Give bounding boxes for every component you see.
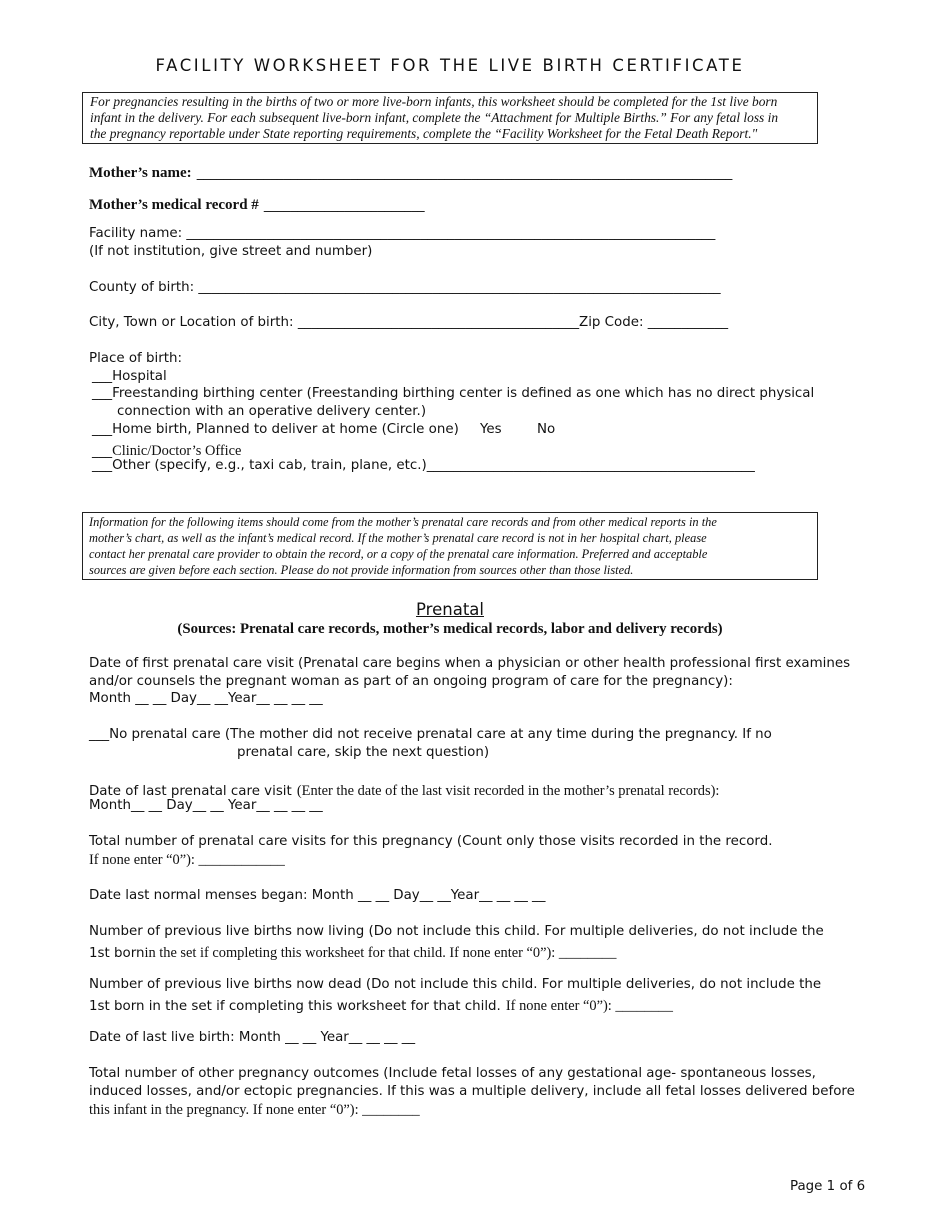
- place-option-clinic[interactable]: [92, 440, 241, 460]
- other-label: Other (specify, e.g., taxi cab, train, plane, etc.): [112, 458, 427, 473]
- checkbox-blank: ___: [92, 369, 113, 384]
- mothers-name-line: ________________________________________________________________________________: [196, 166, 733, 181]
- info-line: mother’s chart, as well as the infant’s medical record. If the mother’s prenatal care record is not in her hospital chart, please: [89, 531, 707, 545]
- facility-name-label: Facility name:: [89, 226, 183, 241]
- freestanding-label: Freestanding birthing center (Freestanding birthing center is defined as one which has no direct physical: [112, 386, 815, 401]
- no-prenatal-care-note: prenatal care, skip the next question): [237, 745, 490, 760]
- county-line: ______________________________________________________________________________: [198, 280, 721, 295]
- county-field[interactable]: [89, 280, 721, 295]
- place-option-hospital[interactable]: [92, 369, 167, 384]
- intro-line: For pregnancies resulting in the births of two or more live-born infants, this worksheet should be completed for the 1st live born: [90, 94, 778, 109]
- last-visit-label: Date of last prenatal care visit: [89, 784, 292, 799]
- info-line: contact her prenatal care provider to obtain the record, or a copy of the prenatal care information. Preferred and acceptable: [89, 547, 708, 561]
- place-option-freestanding[interactable]: [92, 386, 814, 401]
- page-number: Page 1 of 6: [790, 1179, 866, 1194]
- last-visit-question: [89, 780, 719, 800]
- section-title-prenatal: Prenatal: [416, 600, 484, 619]
- home-birth-label: Home birth, Planned to deliver at home (Circle one): [112, 422, 459, 437]
- last-menses-field[interactable]: Date last normal menses began: Month __ __ Day__ __Year__ __ __ __: [89, 888, 546, 903]
- intro-line: infant in the delivery. For each subsequent live-born infant, complete the “Attachment for Multiple Births.” For any fetal loss in: [90, 110, 779, 125]
- last-visit-date-field[interactable]: Month__ __ Day__ __ Year__ __ __ __: [89, 798, 323, 813]
- no-prenatal-care-option[interactable]: ___No prenatal care (The mother did not receive prenatal care at any time during the pregnancy. If no: [89, 727, 772, 742]
- intro-instructions-box: [82, 92, 818, 144]
- home-yes-option[interactable]: Yes: [480, 422, 502, 437]
- facility-note: (If not institution, give street and number): [89, 244, 373, 259]
- hospital-label: Hospital: [112, 369, 167, 384]
- mothers-name-field[interactable]: [89, 162, 732, 182]
- dead-answer-line: If none enter “0”): ________: [505, 998, 673, 1014]
- page-title: FACILITY WORKSHEET FOR THE LIVE BIRTH CERTIFICATE: [155, 56, 745, 75]
- place-of-birth-label: Place of birth:: [89, 351, 182, 366]
- clinic-label: Clinic/Doctor’s Office: [112, 443, 242, 459]
- city-label: City, Town or Location of birth:: [89, 315, 294, 330]
- medical-record-line: ________________________: [263, 198, 425, 213]
- other-outcomes-question-cont: induced losses, and/or ectopic pregnancies. If this was a multiple delivery, include all fetal losses delivered before: [89, 1084, 855, 1099]
- freestanding-label-cont: connection with an operative delivery center.): [117, 404, 427, 419]
- intro-line: the pregnancy reportable under State reporting requirements, complete the “Facility Worksheet for the Fetal Death Report.": [90, 126, 758, 141]
- place-option-home[interactable]: [92, 422, 459, 437]
- checkbox-blank: ___: [92, 458, 113, 473]
- checkbox-blank: ___: [92, 444, 113, 459]
- first-visit-date-field[interactable]: Month __ __ Day__ __Year__ __ __ __: [89, 691, 323, 706]
- city-line: __________________________________________: [297, 315, 580, 330]
- county-label: County of birth:: [89, 280, 195, 295]
- checkbox-blank: ___: [92, 386, 113, 401]
- living-answer-line: in the set if completing this worksheet for that child. If none enter “0”): ________: [144, 945, 617, 961]
- place-option-other[interactable]: [92, 458, 755, 473]
- info-line: Information for the following items should come from the mother’s prenatal care records and from other medical reports in the: [89, 515, 717, 529]
- first-visit-question: Date of first prenatal care visit (Prenatal care begins when a physician or other health professional first examines: [89, 656, 851, 671]
- other-line: _________________________________________________: [426, 458, 755, 473]
- live-births-living-field[interactable]: [89, 942, 616, 962]
- info-line: sources are given before each section. Please do not provide information from sources other than those listed.: [89, 563, 634, 577]
- last-live-birth-field[interactable]: Date of last live birth: Month __ __ Year__ __ __ __: [89, 1030, 416, 1045]
- other-outcomes-field[interactable]: this infant in the pregnancy. If none enter “0”): ________: [89, 1102, 420, 1118]
- total-visits-field[interactable]: If none enter “0”): ____________: [89, 852, 285, 868]
- zip-line: ____________: [647, 315, 729, 330]
- home-no-option[interactable]: No: [537, 422, 556, 437]
- dead-first-born: 1st born in the set if completing this worksheet for that child.: [89, 999, 501, 1014]
- last-visit-note: (Enter the date of the last visit recorded in the mother’s prenatal records):: [296, 783, 720, 799]
- mothers-name-label: Mother’s name:: [89, 165, 192, 181]
- first-visit-question-cont: and/or counsels the pregnant woman as part of an ongoing program of care for the pregnancy):: [89, 674, 733, 689]
- live-births-dead-field[interactable]: [89, 995, 673, 1015]
- living-first-born: 1st born: [89, 946, 145, 961]
- facility-name-field[interactable]: [89, 226, 715, 241]
- total-visits-question: Total number of prenatal care visits for this pregnancy (Count only those visits recorded in the record.: [89, 834, 773, 849]
- checkbox-blank: ___: [92, 422, 113, 437]
- city-field[interactable]: [89, 315, 728, 330]
- sources-info-box: [82, 512, 818, 580]
- facility-name-line: _______________________________________________________________________________: [186, 226, 716, 241]
- section-sources: (Sources: Prenatal care records, mother’s medical records, labor and delivery records): [177, 621, 723, 637]
- other-outcomes-question: Total number of other pregnancy outcomes (Include fetal losses of any gestational age- spontaneous losses,: [89, 1066, 816, 1081]
- medical-record-field[interactable]: [89, 194, 425, 214]
- medical-record-label: Mother’s medical record #: [89, 197, 259, 213]
- zip-label: Zip Code:: [579, 315, 644, 330]
- live-births-living-question: Number of previous live births now living (Do not include this child. For multiple deliveries, do not include the: [89, 924, 824, 939]
- live-births-dead-question: Number of previous live births now dead (Do not include this child. For multiple deliveries, do not include the: [89, 977, 822, 992]
